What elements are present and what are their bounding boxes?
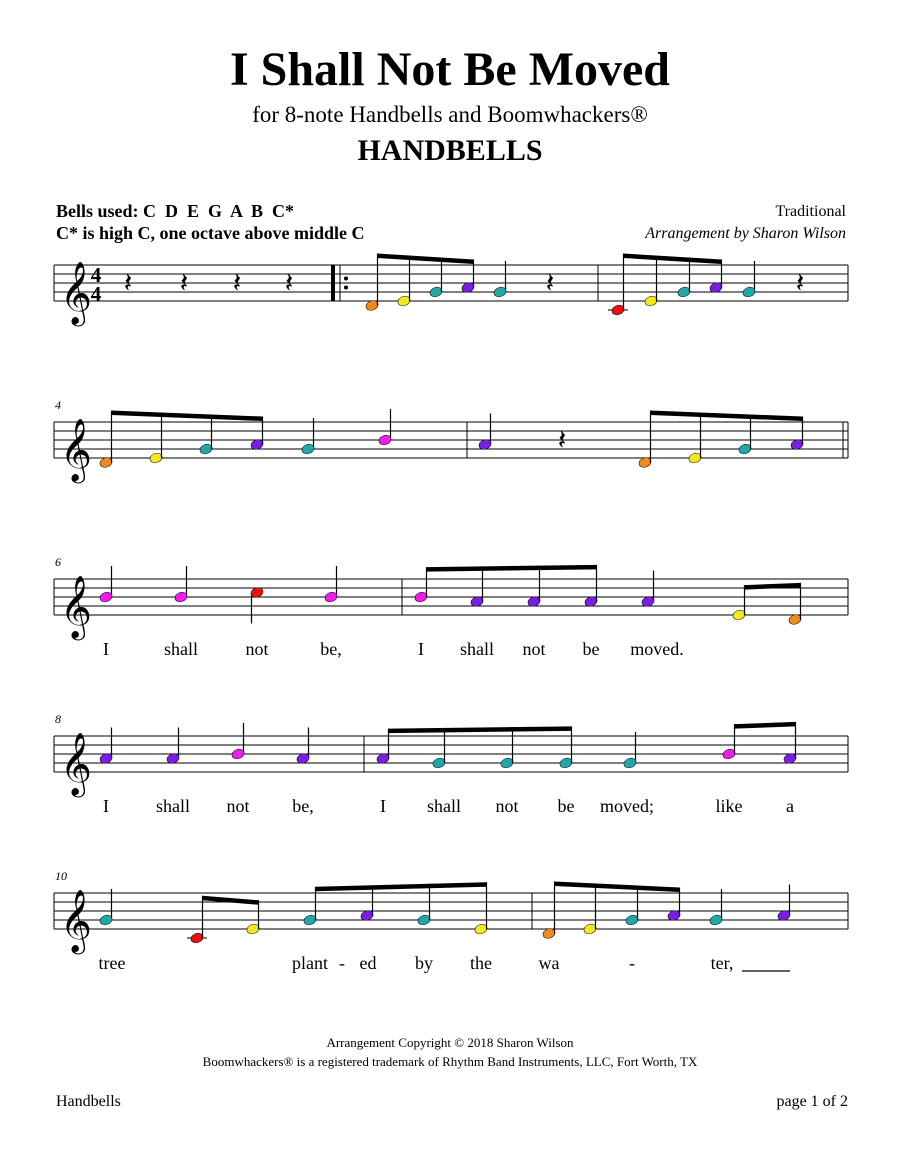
lyric-syllable: by [415, 953, 433, 973]
time-signature-bottom: 4 [90, 282, 102, 306]
treble-clef-icon: 𝄞 [60, 891, 92, 951]
trademark-notice: Boomwhackers® is a registered trademark of Rhythm Band Instruments, LLC, Fort Worth, TX [202, 1054, 698, 1069]
lyric-syllable: shall [164, 639, 198, 659]
lyric-syllable: I [103, 796, 109, 816]
note-beam [555, 882, 680, 893]
quarter-rest-icon: 𝄽 [795, 268, 805, 299]
lyric-syllable: like [715, 796, 743, 816]
high-c-note: C* is high C, one octave above middle C [56, 223, 365, 243]
part-name: HANDBELLS [357, 134, 543, 167]
lyric-syllable: plant [292, 953, 328, 973]
composer: Traditional [775, 203, 846, 220]
repeat-dot [344, 286, 348, 290]
arranger: Arrangement by Sharon Wilson [645, 225, 846, 242]
lyric-syllable: be, [292, 796, 314, 816]
measure-number: 4 [55, 398, 61, 412]
treble-clef-icon: 𝄞 [60, 577, 92, 637]
note-beam [624, 254, 722, 265]
score-title: I Shall Not Be Moved [229, 43, 670, 96]
treble-clef-icon: 𝄞 [60, 420, 92, 480]
treble-clef-icon: 𝄞 [60, 734, 92, 794]
bells-used-text: Bells used: C D E G A B C* [56, 201, 295, 221]
lyric-syllable: tree [98, 953, 126, 973]
lyric-syllable: not [495, 796, 519, 816]
treble-clef-icon: 𝄞 [60, 263, 92, 323]
note-beam [378, 254, 474, 265]
lyric-syllable: shall [427, 796, 461, 816]
staff-system [54, 398, 848, 484]
lyric-syllable: the [470, 953, 492, 973]
lyric-syllable: - [629, 953, 635, 973]
lyric-syllable: be [582, 639, 600, 659]
staff-system [54, 869, 848, 973]
lyric-syllable: ter, [710, 953, 734, 973]
lyric-syllable: not [226, 796, 250, 816]
staff-system [54, 712, 848, 816]
lyric-syllable: be, [320, 639, 342, 659]
lyric-syllable: moved. [630, 639, 684, 659]
quarter-rest-icon: 𝄽 [557, 425, 567, 456]
lyric-syllable: I [418, 639, 424, 659]
measure-number: 6 [55, 555, 61, 569]
lyric-syllable: I [103, 639, 109, 659]
lyric-syllable: I [380, 796, 386, 816]
lyric-syllable: shall [156, 796, 190, 816]
repeat-dot [344, 277, 348, 281]
lyric-syllable: be [557, 796, 575, 816]
note-beam [316, 882, 487, 891]
lyric-syllable: not [245, 639, 269, 659]
page-number: page 1 of 2 [776, 1093, 848, 1110]
quarter-rest-icon: 𝄽 [179, 268, 189, 299]
note-beam [389, 726, 572, 733]
note-beam [745, 583, 801, 590]
staff-system [54, 254, 848, 328]
note-beam [203, 896, 259, 905]
quarter-rest-icon: 𝄽 [545, 268, 555, 299]
quarter-rest-icon: 𝄽 [123, 268, 133, 299]
score-subtitle: for 8-note Handbells and Boomwhackers® [252, 102, 648, 127]
note-beam [427, 565, 597, 572]
lyric-syllable: shall [460, 639, 494, 659]
copyright-notice: Arrangement Copyright © 2018 Sharon Wilson [326, 1035, 574, 1050]
time-signature-top: 4 [90, 263, 102, 287]
footer-part-name: Handbells [56, 1093, 121, 1110]
note-beam [651, 411, 803, 422]
measure-number: 8 [55, 712, 61, 726]
lyric-syllable: moved; [600, 796, 654, 816]
lyric-syllable: ed [359, 953, 377, 973]
note-beam [735, 722, 796, 729]
measure-number: 10 [55, 869, 67, 883]
lyric-syllable: wa [538, 953, 560, 973]
lyric-syllable: - [339, 953, 345, 973]
note-beam [112, 411, 263, 422]
quarter-rest-icon: 𝄽 [284, 268, 294, 299]
staff-system [54, 555, 848, 659]
lyric-syllable: not [522, 639, 546, 659]
quarter-rest-icon: 𝄽 [232, 268, 242, 299]
lyric-syllable: a [786, 796, 794, 816]
